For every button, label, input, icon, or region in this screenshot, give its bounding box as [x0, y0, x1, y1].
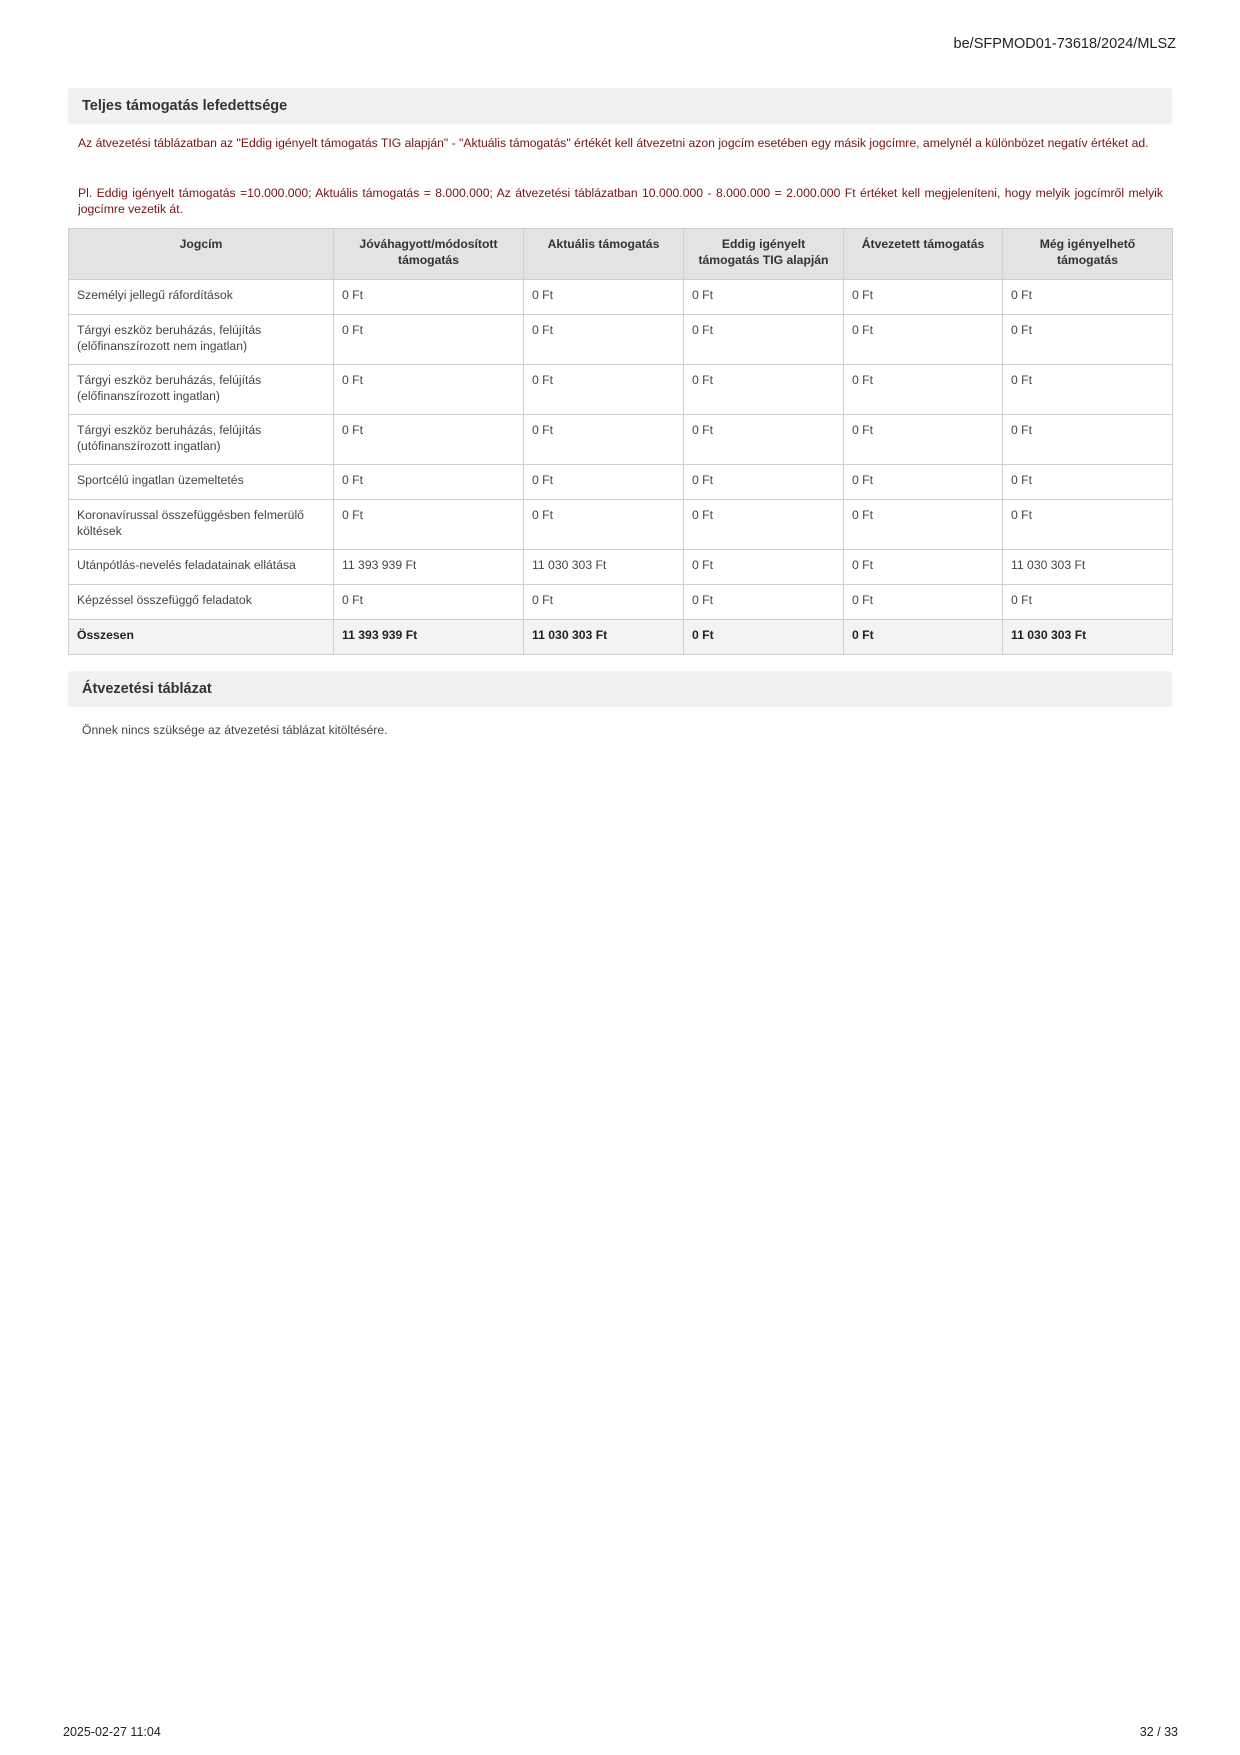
cell-transferred: 0 Ft — [844, 500, 1003, 550]
header-approved-support: Jóváhagyott/módosított támogatás — [334, 229, 524, 280]
cell-remaining: 0 Ft — [1003, 365, 1173, 415]
cell-claimed: 0 Ft — [684, 365, 844, 415]
transfer-instruction-notice: Az átvezetési táblázatban az "Eddig igényelt támogatás TIG alapján" - "Aktuális támogatás" értékét kell átvezetni azon jogcím esetében egy másik jogcímre, amelynél a különbözet negatív értéket ad. — [78, 136, 1149, 150]
table-header-row — [69, 229, 1173, 280]
table-row — [69, 465, 1173, 500]
row-label: Tárgyi eszköz beruházás, felújítás (előfinanszírozott nem ingatlan) — [69, 315, 334, 365]
cell-claimed: 0 Ft — [684, 465, 844, 500]
table-row — [69, 585, 1173, 620]
cell-approved: 0 Ft — [334, 315, 524, 365]
cell-remaining: 0 Ft — [1003, 465, 1173, 500]
cell-transferred: 0 Ft — [844, 415, 1003, 465]
cell-current: 0 Ft — [524, 500, 684, 550]
transfer-not-required-message: Önnek nincs szüksége az átvezetési táblázat kitöltésére. — [82, 723, 388, 737]
total-claimed: 0 Ft — [684, 620, 844, 655]
row-label: Tárgyi eszköz beruházás, felújítás (előfinanszírozott ingatlan) — [69, 365, 334, 415]
cell-approved: 0 Ft — [334, 415, 524, 465]
table-row — [69, 415, 1173, 465]
header-jogcim: Jogcím — [69, 229, 334, 280]
cell-approved: 0 Ft — [334, 465, 524, 500]
cell-remaining: 0 Ft — [1003, 415, 1173, 465]
row-label: Személyi jellegű ráfordítások — [69, 280, 334, 315]
document-reference: be/SFPMOD01-73618/2024/MLSZ — [953, 36, 1176, 52]
cell-current: 11 030 303 Ft — [524, 550, 684, 585]
table-row — [69, 365, 1173, 415]
cell-claimed: 0 Ft — [684, 280, 844, 315]
header-claimed-support: Eddig igényelt támogatás TIG alapján — [684, 229, 844, 280]
cell-transferred: 0 Ft — [844, 465, 1003, 500]
cell-claimed: 0 Ft — [684, 500, 844, 550]
cell-remaining: 11 030 303 Ft — [1003, 550, 1173, 585]
total-label: Összesen — [69, 620, 334, 655]
footer-timestamp: 2025-02-27 11:04 — [63, 1725, 161, 1739]
cell-transferred: 0 Ft — [844, 585, 1003, 620]
table-total-row — [69, 620, 1173, 655]
total-transferred: 0 Ft — [844, 620, 1003, 655]
cell-approved: 11 393 939 Ft — [334, 550, 524, 585]
cell-current: 0 Ft — [524, 315, 684, 365]
cell-transferred: 0 Ft — [844, 550, 1003, 585]
table-row — [69, 280, 1173, 315]
header-transferred-support: Átvezetett támogatás — [844, 229, 1003, 280]
total-remaining: 11 030 303 Ft — [1003, 620, 1173, 655]
cell-current: 0 Ft — [524, 365, 684, 415]
header-current-support: Aktuális támogatás — [524, 229, 684, 280]
row-label: Sportcélú ingatlan üzemeltetés — [69, 465, 334, 500]
table-row — [69, 550, 1173, 585]
row-label: Képzéssel összefüggő feladatok — [69, 585, 334, 620]
cell-approved: 0 Ft — [334, 585, 524, 620]
cell-remaining: 0 Ft — [1003, 315, 1173, 365]
cell-approved: 0 Ft — [334, 280, 524, 315]
total-current: 11 030 303 Ft — [524, 620, 684, 655]
table-row — [69, 315, 1173, 365]
table-row — [69, 500, 1173, 550]
cell-current: 0 Ft — [524, 465, 684, 500]
coverage-table — [68, 228, 1173, 655]
cell-approved: 0 Ft — [334, 365, 524, 415]
row-label: Tárgyi eszköz beruházás, felújítás (utófinanszírozott ingatlan) — [69, 415, 334, 465]
total-approved: 11 393 939 Ft — [334, 620, 524, 655]
row-label: Utánpótlás-nevelés feladatainak ellátása — [69, 550, 334, 585]
header-remaining-support: Még igényelhető támogatás — [1003, 229, 1173, 280]
row-label: Koronavírussal összefüggésben felmerülő költések — [69, 500, 334, 550]
cell-claimed: 0 Ft — [684, 415, 844, 465]
footer-page-number: 32 / 33 — [1139, 1725, 1178, 1739]
cell-remaining: 0 Ft — [1003, 280, 1173, 315]
coverage-section-title: Teljes támogatás lefedettsége — [68, 88, 1172, 124]
transfer-section-title: Átvezetési táblázat — [68, 671, 1172, 707]
cell-remaining: 0 Ft — [1003, 500, 1173, 550]
cell-claimed: 0 Ft — [684, 315, 844, 365]
cell-claimed: 0 Ft — [684, 585, 844, 620]
cell-claimed: 0 Ft — [684, 550, 844, 585]
cell-current: 0 Ft — [524, 585, 684, 620]
cell-remaining: 0 Ft — [1003, 585, 1173, 620]
cell-transferred: 0 Ft — [844, 315, 1003, 365]
cell-transferred: 0 Ft — [844, 280, 1003, 315]
transfer-example-notice: Pl. Eddig igényelt támogatás =10.000.000; Aktuális támogatás = 8.000.000; Az átvezetési táblázatban 10.000.000 - 8.000.000 = 2.000.000 Ft értéket kell megjeleníteni, hogy melyik jogcímről melyik jogcímre vezetik át. — [78, 186, 1163, 216]
cell-current: 0 Ft — [524, 280, 684, 315]
cell-current: 0 Ft — [524, 415, 684, 465]
cell-transferred: 0 Ft — [844, 365, 1003, 415]
cell-approved: 0 Ft — [334, 500, 524, 550]
